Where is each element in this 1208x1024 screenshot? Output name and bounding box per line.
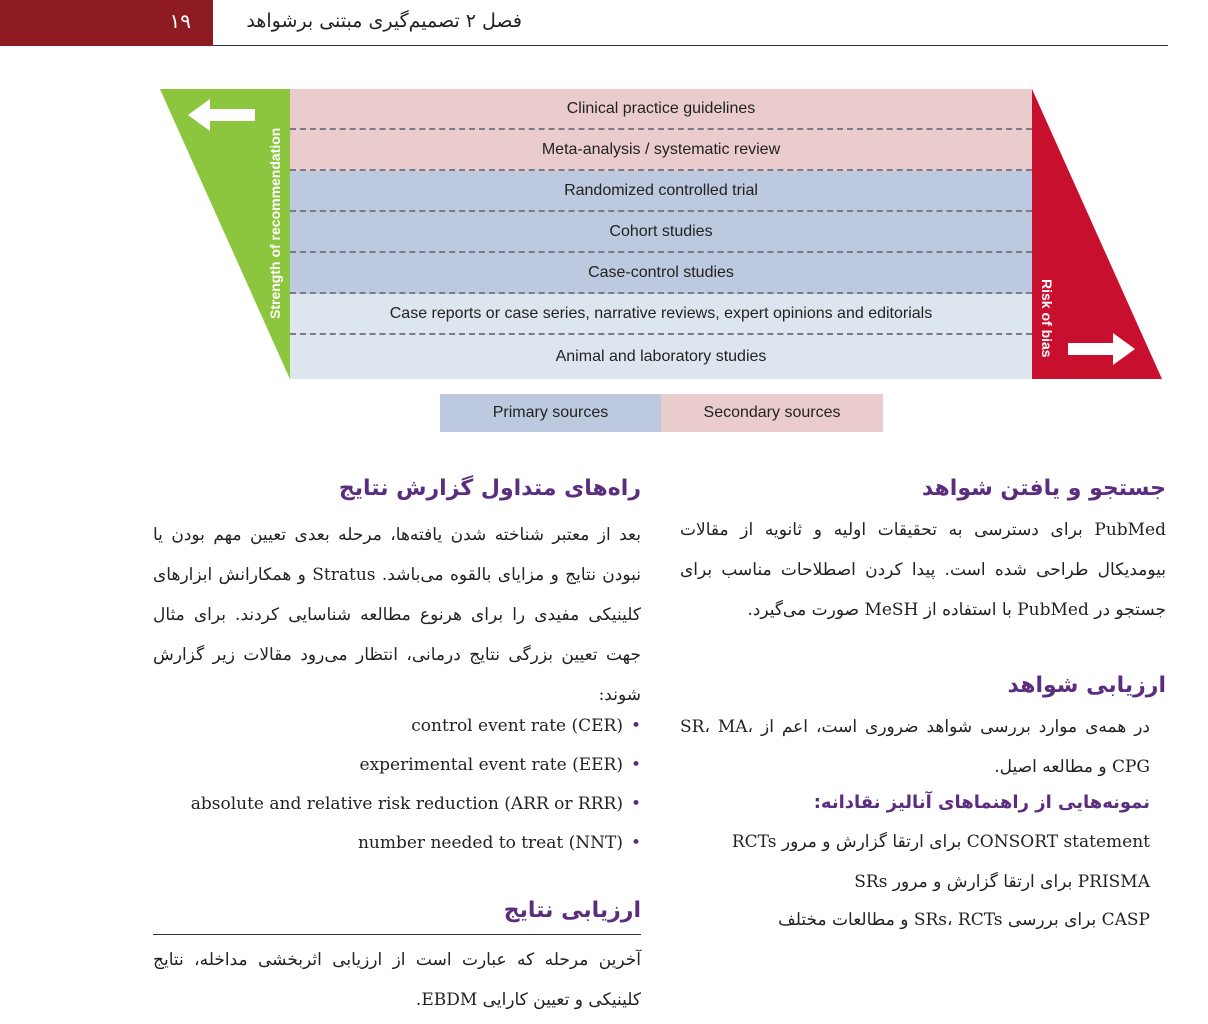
bullet-text: experimental event rate (EER) <box>359 755 623 775</box>
heading-evaluate-results: ارزیابی نتایج <box>503 898 641 923</box>
level-case-control: Case-control studies <box>290 253 1032 294</box>
level-guidelines: Clinical practice guidelines <box>290 89 1032 130</box>
legend-secondary: Secondary sources <box>661 394 883 432</box>
example-prisma: PRISMA برای ارتقا گزارش و مرور SRs <box>854 872 1150 892</box>
level-animal-lab: Animal and laboratory studies <box>290 335 1032 379</box>
bullet-dot: • <box>630 755 641 775</box>
heading-reporting-results: راه‌های متداول گزارش نتایج <box>338 476 641 501</box>
bullet-item <box>153 794 641 814</box>
bullet-item <box>153 833 641 853</box>
chapter-title: فصل ۲ تصمیم‌گیری مبتنی برشواهد <box>246 10 522 32</box>
page-number: ۱۹ <box>169 9 191 33</box>
section-rule <box>153 934 641 935</box>
level-meta-analysis: Meta-analysis / systematic review <box>290 130 1032 171</box>
legend-primary: Primary sources <box>440 394 661 432</box>
example-consort: CONSORT statement برای ارتقا گزارش و مرور RCTs <box>731 832 1150 852</box>
bullet-text: absolute and relative risk reduction (ARR or RRR) <box>190 794 623 814</box>
bullet-dot: • <box>630 833 641 853</box>
bias-label: Risk of bias <box>1039 279 1055 358</box>
bullet-item <box>153 716 641 736</box>
evidence-hierarchy-diagram <box>160 87 1165 383</box>
header-rule <box>213 45 1168 46</box>
bullet-text: control event rate (CER) <box>411 716 623 736</box>
bullet-dot: • <box>630 716 641 736</box>
paragraph-evaluation: آخرین مرحله که عبارت است از ارزیابی اثربخشی مداخله، نتایج کلینیکی و تعیین کارایی EBDM. <box>153 950 641 1010</box>
strength-label: Strength of recommendation <box>267 127 283 319</box>
bullet-item <box>153 755 641 775</box>
paragraph-appraisal: در همه‌ی موارد بررسی شواهد ضروری است، اعم از SR، MA، CPG و مطالعه اصیل. <box>680 717 1150 777</box>
page-number-tab <box>0 0 213 46</box>
bullet-dot: • <box>630 794 641 814</box>
level-rct: Randomized controlled trial <box>290 171 1032 212</box>
heading-appraise-evidence: ارزیابی شواهد <box>1007 673 1166 698</box>
heading-search-evidence: جستجو و یافتن شواهد <box>921 476 1166 501</box>
level-case-reports: Case reports or case series, narrative reviews, expert opinions and editorials <box>290 294 1032 335</box>
example-casp: CASP برای بررسی SRs، RCTs و مطالعات مختلف <box>778 910 1150 930</box>
level-cohort: Cohort studies <box>290 212 1032 253</box>
paragraph-reporting: بعد از معتبر شناخته شدن یافته‌ها، مرحله بعدی تعیین مهم بودن یا نبودن نتایج و مزایای بالقوه می‌باشد. Stratus و همکارانش ابزارهای کلینیکی مفیدی را برای هرنوع مطالعه شناسایی کردند. برای مثال جهت تعیین بزرگی نتایج درمانی، انتظار می‌رود مقالات زیر گزارش شوند: <box>153 525 641 705</box>
critical-appraisal-subheading: نمونه‌هایی از راهنماهای آنالیز نقادانه: <box>813 792 1150 813</box>
bullet-text: number needed to treat (NNT) <box>357 833 623 853</box>
paragraph-pubmed: PubMed برای دسترسی به تحقیقات اولیه و ثانویه از مقالات بیومدیکال طراحی شده است. پیدا کردن اصطلاحات مناسب برای جستجو در PubMed با استفاده از MeSH صورت می‌گیرد. <box>680 520 1166 620</box>
